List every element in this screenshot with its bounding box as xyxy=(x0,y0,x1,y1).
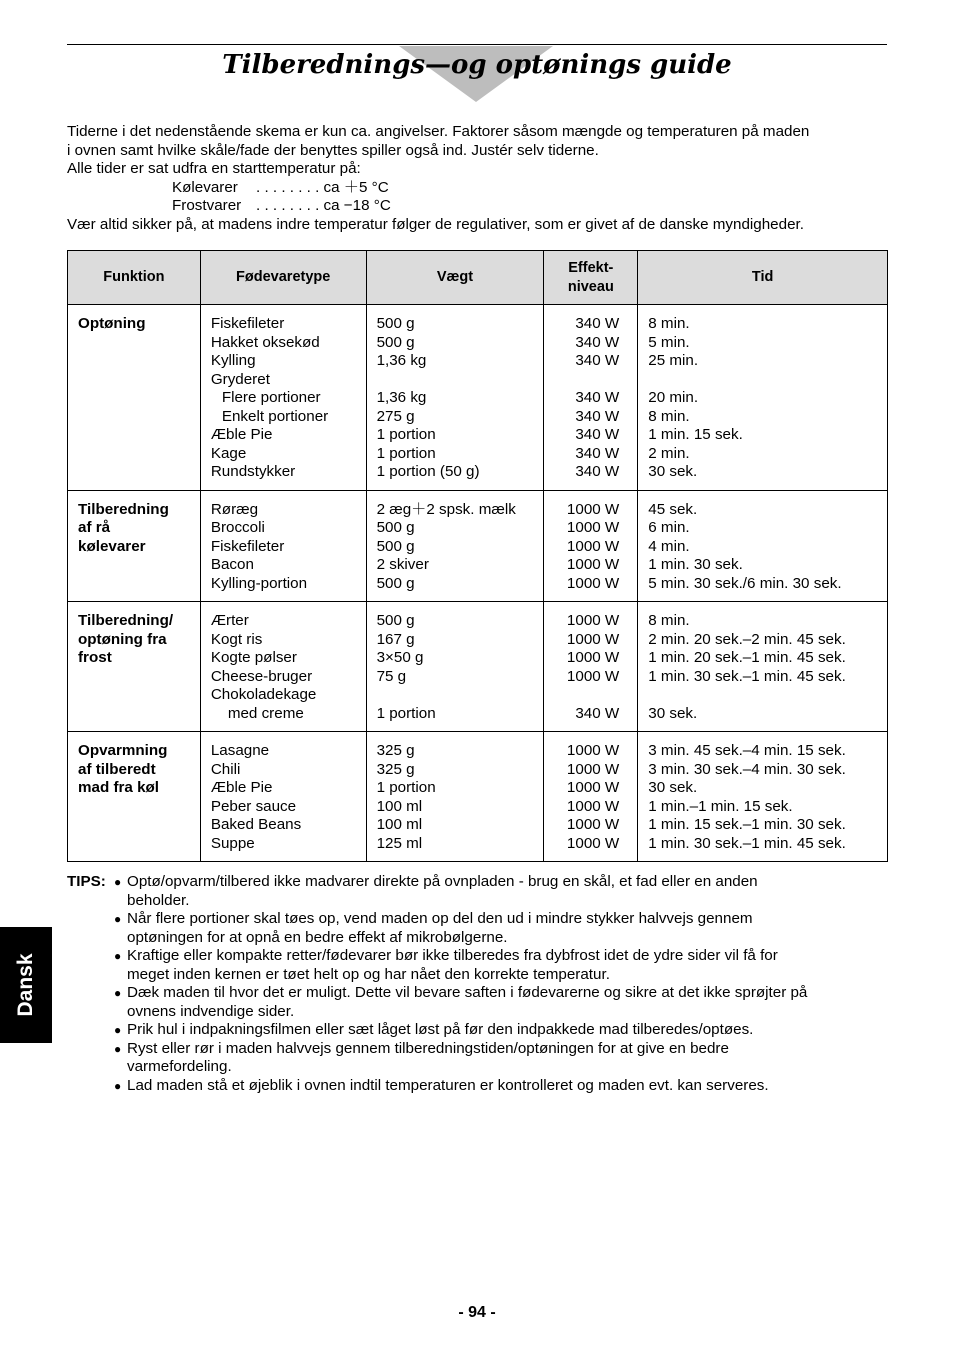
foodtype-line: Baked Beans xyxy=(210,816,302,833)
tips-list xyxy=(67,873,887,1095)
time-line: 20 min. xyxy=(648,389,699,406)
foodtype-line: Fiskefileter xyxy=(210,315,285,332)
foodtype-cell xyxy=(200,602,366,732)
power-line: 340 W xyxy=(575,315,620,332)
time-line xyxy=(648,371,877,390)
time-line: 25 min. xyxy=(648,352,699,369)
power-cell xyxy=(544,602,638,732)
time-line: 30 sek. xyxy=(648,704,698,722)
power-line: 1000 W xyxy=(566,500,620,518)
weight-line: 500 g xyxy=(376,537,415,555)
tip-item xyxy=(67,1077,887,1096)
weight-line: 1,36 kg xyxy=(376,389,427,406)
table-body xyxy=(68,305,888,862)
function-cell xyxy=(68,490,201,602)
weight-line: 2 skiver xyxy=(376,556,429,573)
time-line: 1 min. 30 sek. xyxy=(648,556,743,573)
tip-item xyxy=(67,1040,887,1077)
weight-line: 100 ml xyxy=(376,797,423,815)
time-line: 5 min. 30 sek./6 min. 30 sek. xyxy=(648,574,842,592)
weight-line: 1 portion xyxy=(376,779,436,796)
time-line: 8 min. xyxy=(648,315,690,332)
weight-line: 1 portion xyxy=(376,444,436,462)
foodtype-line: Broccoli xyxy=(210,519,265,536)
intro-line: Alle tider er sat udfra en starttemperatur på: xyxy=(67,160,361,177)
foodtype-line: Chokoladekage xyxy=(210,686,317,703)
header-power xyxy=(544,251,638,305)
tip-text: Dæk maden til hvor det er muligt. Dette vil bevare saften i fødevarerne og sikre at det ikke sprøjter på xyxy=(127,984,808,1001)
time-line: 6 min. xyxy=(648,519,690,536)
power-cell xyxy=(544,305,638,491)
time-cell xyxy=(638,602,888,732)
time-line: 4 min. xyxy=(648,537,690,555)
intro-line: i ovnen samt hvilke skåle/fade der benyttes spiller også ind. Justér selv tiderne. xyxy=(67,141,599,159)
time-line: 30 sek. xyxy=(648,779,698,796)
frozen-label: Frostvarer xyxy=(172,197,242,214)
foodtype-line: Kogt ris xyxy=(210,630,263,648)
foodtype-line: Kylling xyxy=(210,352,256,369)
chilled-temperature xyxy=(67,179,897,198)
time-line: 3 min. 30 sek.–4 min. 30 sek. xyxy=(648,760,846,778)
header-foodtype: Fødevaretype xyxy=(200,251,366,305)
tip-text: Prik hul i indpakningsfilmen eller sæt låget løst på før den indpakkede mad tilberedes/optøes. xyxy=(127,1021,754,1038)
header-weight: Vægt xyxy=(366,251,544,305)
weight-line xyxy=(377,371,534,390)
time-cell xyxy=(638,490,888,602)
time-line: 2 min. xyxy=(648,444,690,462)
weight-line: 167 g xyxy=(376,630,415,648)
function-line: af tilberedt xyxy=(78,760,156,778)
power-line: 340 W xyxy=(575,352,620,369)
frozen-value: . . . . . . . . ca −18 °C xyxy=(256,197,391,214)
time-cell xyxy=(638,305,888,491)
table-row xyxy=(68,602,888,732)
foodtype-line: Flere portioner xyxy=(221,389,321,406)
power-line xyxy=(554,686,619,705)
language-tab-label: Dansk xyxy=(14,953,37,1017)
weight-line: 500 g xyxy=(376,574,415,592)
foodtype-cell xyxy=(200,305,366,491)
foodtype-line: Chili xyxy=(210,760,241,778)
intro-line: Vær altid sikker på, at madens indre temperatur følger de regulativer, som er givet af de danske myndigheder. xyxy=(67,215,804,233)
function-line: mad fra køl xyxy=(78,779,160,796)
time-line: 3 min. 45 sek.–4 min. 15 sek. xyxy=(648,742,846,759)
table-row xyxy=(68,305,888,491)
chilled-label: Kølevarer xyxy=(172,178,238,196)
function-line: af rå xyxy=(78,519,111,536)
header-power-line: Effekt- xyxy=(568,260,614,276)
weight-line xyxy=(377,686,534,705)
tip-text: optøningen for at opnå en bedre effekt af mikrobølgerne. xyxy=(127,928,508,946)
tip-item xyxy=(67,947,887,984)
foodtype-line: Bacon xyxy=(210,556,254,573)
power-line: 340 W xyxy=(575,444,620,462)
foodtype-line: Rundstykker xyxy=(210,463,296,480)
language-tab xyxy=(0,927,52,1043)
frozen-temperature xyxy=(67,197,897,216)
tip-item xyxy=(67,984,887,1021)
power-line: 1000 W xyxy=(566,537,620,555)
table-row xyxy=(68,490,888,602)
power-line: 1000 W xyxy=(566,667,620,685)
function-cell xyxy=(68,602,201,732)
table-header-row xyxy=(68,251,888,305)
tips-section xyxy=(67,873,887,1095)
function-line: frost xyxy=(78,649,112,666)
tip-text: meget inden kernen er tøet helt op og har nået den korrekte temperatur. xyxy=(127,965,610,983)
time-line: 30 sek. xyxy=(648,463,698,480)
tip-text: Når flere portioner skal tøes op, vend maden op del den ud i mindre stykker halvvejs gennem xyxy=(127,910,753,927)
bullet-icon: ● xyxy=(114,875,122,889)
foodtype-line: Hakket oksekød xyxy=(210,333,320,351)
power-line: 1000 W xyxy=(566,574,620,592)
foodtype-line: Suppe xyxy=(210,834,255,852)
power-line: 1000 W xyxy=(566,760,620,778)
weight-line: 75 g xyxy=(376,667,407,685)
power-line: 1000 W xyxy=(566,797,620,815)
tip-item xyxy=(67,910,887,947)
power-line: 340 W xyxy=(575,407,620,425)
foodtype-line: Ærter xyxy=(210,612,249,629)
power-cell xyxy=(544,490,638,602)
page-title: Tilberednings—og optønings guide xyxy=(222,50,732,80)
foodtype-line: Røræg xyxy=(210,500,259,518)
foodtype-line: Lasagne xyxy=(210,742,270,759)
function-line: Tilberedning xyxy=(78,500,169,518)
power-cell xyxy=(544,732,638,862)
time-line xyxy=(648,686,877,705)
power-line: 1000 W xyxy=(566,556,620,573)
time-line: 8 min. xyxy=(648,612,690,629)
tip-text: Optø/opvarm/tilbered ikke madvarer direkte på ovnpladen - brug en skål, et fad eller en anden xyxy=(127,873,758,890)
intro-text xyxy=(67,123,897,234)
weight-line: 500 g xyxy=(376,333,415,351)
time-line: 1 min. 30 sek.–1 min. 45 sek. xyxy=(648,667,846,685)
time-line: 1 min. 20 sek.–1 min. 45 sek. xyxy=(648,649,846,666)
tip-text: Lad maden stå et øjeblik i ovnen indtil temperaturen er kontrolleret og maden evt. kan serveres. xyxy=(127,1076,769,1094)
weight-line: 1,36 kg xyxy=(376,352,427,369)
foodtype-line: Peber sauce xyxy=(210,797,297,815)
weight-line: 500 g xyxy=(376,612,415,629)
foodtype-line: Cheese-bruger xyxy=(210,667,313,685)
tip-item xyxy=(67,873,887,910)
power-line xyxy=(554,371,619,390)
time-line: 45 sek. xyxy=(648,500,698,518)
power-line: 340 W xyxy=(575,389,620,406)
bullet-icon: ● xyxy=(114,912,122,926)
foodtype-line: Æble Pie xyxy=(210,779,273,796)
foodtype-line: Fiskefileter xyxy=(210,537,285,555)
function-line: kølevarer xyxy=(78,537,146,555)
weight-cell xyxy=(366,602,544,732)
power-line: 340 W xyxy=(575,463,620,480)
time-line: 2 min. 20 sek.–2 min. 45 sek. xyxy=(648,630,846,648)
weight-line: 275 g xyxy=(376,407,415,425)
header-function: Funktion xyxy=(68,251,201,305)
weight-cell xyxy=(366,732,544,862)
time-line: 8 min. xyxy=(648,407,690,425)
foodtype-line: Kylling-portion xyxy=(210,574,308,592)
weight-line: 325 g xyxy=(376,760,415,778)
intro-line: Tiderne i det nedenstående skema er kun ca. angivelser. Faktorer såsom mængde og temperaturen på maden xyxy=(67,123,810,140)
power-line: 1000 W xyxy=(566,834,620,852)
function-cell xyxy=(68,305,201,491)
bullet-icon: ● xyxy=(114,949,122,963)
power-line: 1000 W xyxy=(566,816,620,833)
power-line: 1000 W xyxy=(566,649,620,666)
weight-line: 125 ml xyxy=(376,834,423,852)
weight-line: 1 portion (50 g) xyxy=(376,463,480,480)
function-line: optøning fra xyxy=(78,630,167,648)
bullet-icon: ● xyxy=(114,1078,122,1093)
power-line: 1000 W xyxy=(566,742,620,759)
header-power-line: niveau xyxy=(567,278,614,295)
weight-line: 2 æg＋2 spsk. mælk xyxy=(376,500,516,518)
weight-line: 1 portion xyxy=(376,704,436,722)
foodtype-cell xyxy=(200,732,366,862)
weight-line: 325 g xyxy=(376,742,415,759)
weight-cell xyxy=(366,490,544,602)
power-line: 1000 W xyxy=(566,630,620,648)
power-line: 1000 W xyxy=(566,519,620,536)
tip-text: Kraftige eller kompakte retter/fødevarer bør ikke tilberedes fra dybfrost idet de ydre sider vil få for xyxy=(127,947,778,964)
foodtype-line: Enkelt portioner xyxy=(221,407,329,425)
foodtype-line: Kogte pølser xyxy=(210,649,297,666)
time-line: 1 min. 15 sek.–1 min. 30 sek. xyxy=(648,816,846,833)
table-row xyxy=(68,732,888,862)
weight-line: 500 g xyxy=(376,519,415,536)
power-line: 340 W xyxy=(575,426,620,443)
function-line: Opvarmning xyxy=(78,742,168,759)
power-line: 1000 W xyxy=(566,779,620,796)
time-line: 1 min. 30 sek.–1 min. 45 sek. xyxy=(648,834,846,852)
weight-line: 1 portion xyxy=(376,426,436,443)
page-number: - 94 - xyxy=(458,1304,496,1321)
bullet-icon: ● xyxy=(114,986,122,1000)
time-line: 1 min. 15 sek. xyxy=(648,426,743,443)
cooking-guide-table xyxy=(67,250,888,862)
bullet-icon: ● xyxy=(114,1023,122,1037)
foodtype-line: Kage xyxy=(210,444,247,462)
function-line: Tilberedning/ xyxy=(78,612,174,629)
tip-text: beholder. xyxy=(127,891,190,909)
time-cell xyxy=(638,732,888,862)
function-line: Optøning xyxy=(78,315,146,332)
bullet-icon: ● xyxy=(114,1041,122,1056)
tip-text: ovnens indvendige sider. xyxy=(127,1002,295,1020)
time-line: 1 min.–1 min. 15 sek. xyxy=(648,797,793,815)
foodtype-line: Æble Pie xyxy=(210,426,273,443)
tip-item xyxy=(67,1021,887,1040)
power-line: 340 W xyxy=(575,333,620,351)
top-rule xyxy=(67,44,887,45)
tip-text: Ryst eller rør i maden halvvejs gennem tilberedningstiden/optøningen for at give en bedre xyxy=(127,1039,729,1057)
time-line: 5 min. xyxy=(648,333,690,351)
tip-text: varmefordeling. xyxy=(127,1058,232,1075)
foodtype-line: med creme xyxy=(227,704,304,722)
foodtype-cell xyxy=(200,490,366,602)
power-line: 1000 W xyxy=(566,612,620,629)
weight-cell xyxy=(366,305,544,491)
tips-label: TIPS: xyxy=(67,873,106,890)
chilled-value: . . . . . . . . ca ＋5 °C xyxy=(256,178,389,196)
weight-line: 100 ml xyxy=(376,816,423,833)
foodtype-line: Gryderet xyxy=(210,370,270,388)
header-time: Tid xyxy=(638,251,888,305)
weight-line: 3×50 g xyxy=(376,649,424,666)
power-line: 340 W xyxy=(575,704,620,722)
function-cell xyxy=(68,732,201,862)
weight-line: 500 g xyxy=(376,315,415,332)
